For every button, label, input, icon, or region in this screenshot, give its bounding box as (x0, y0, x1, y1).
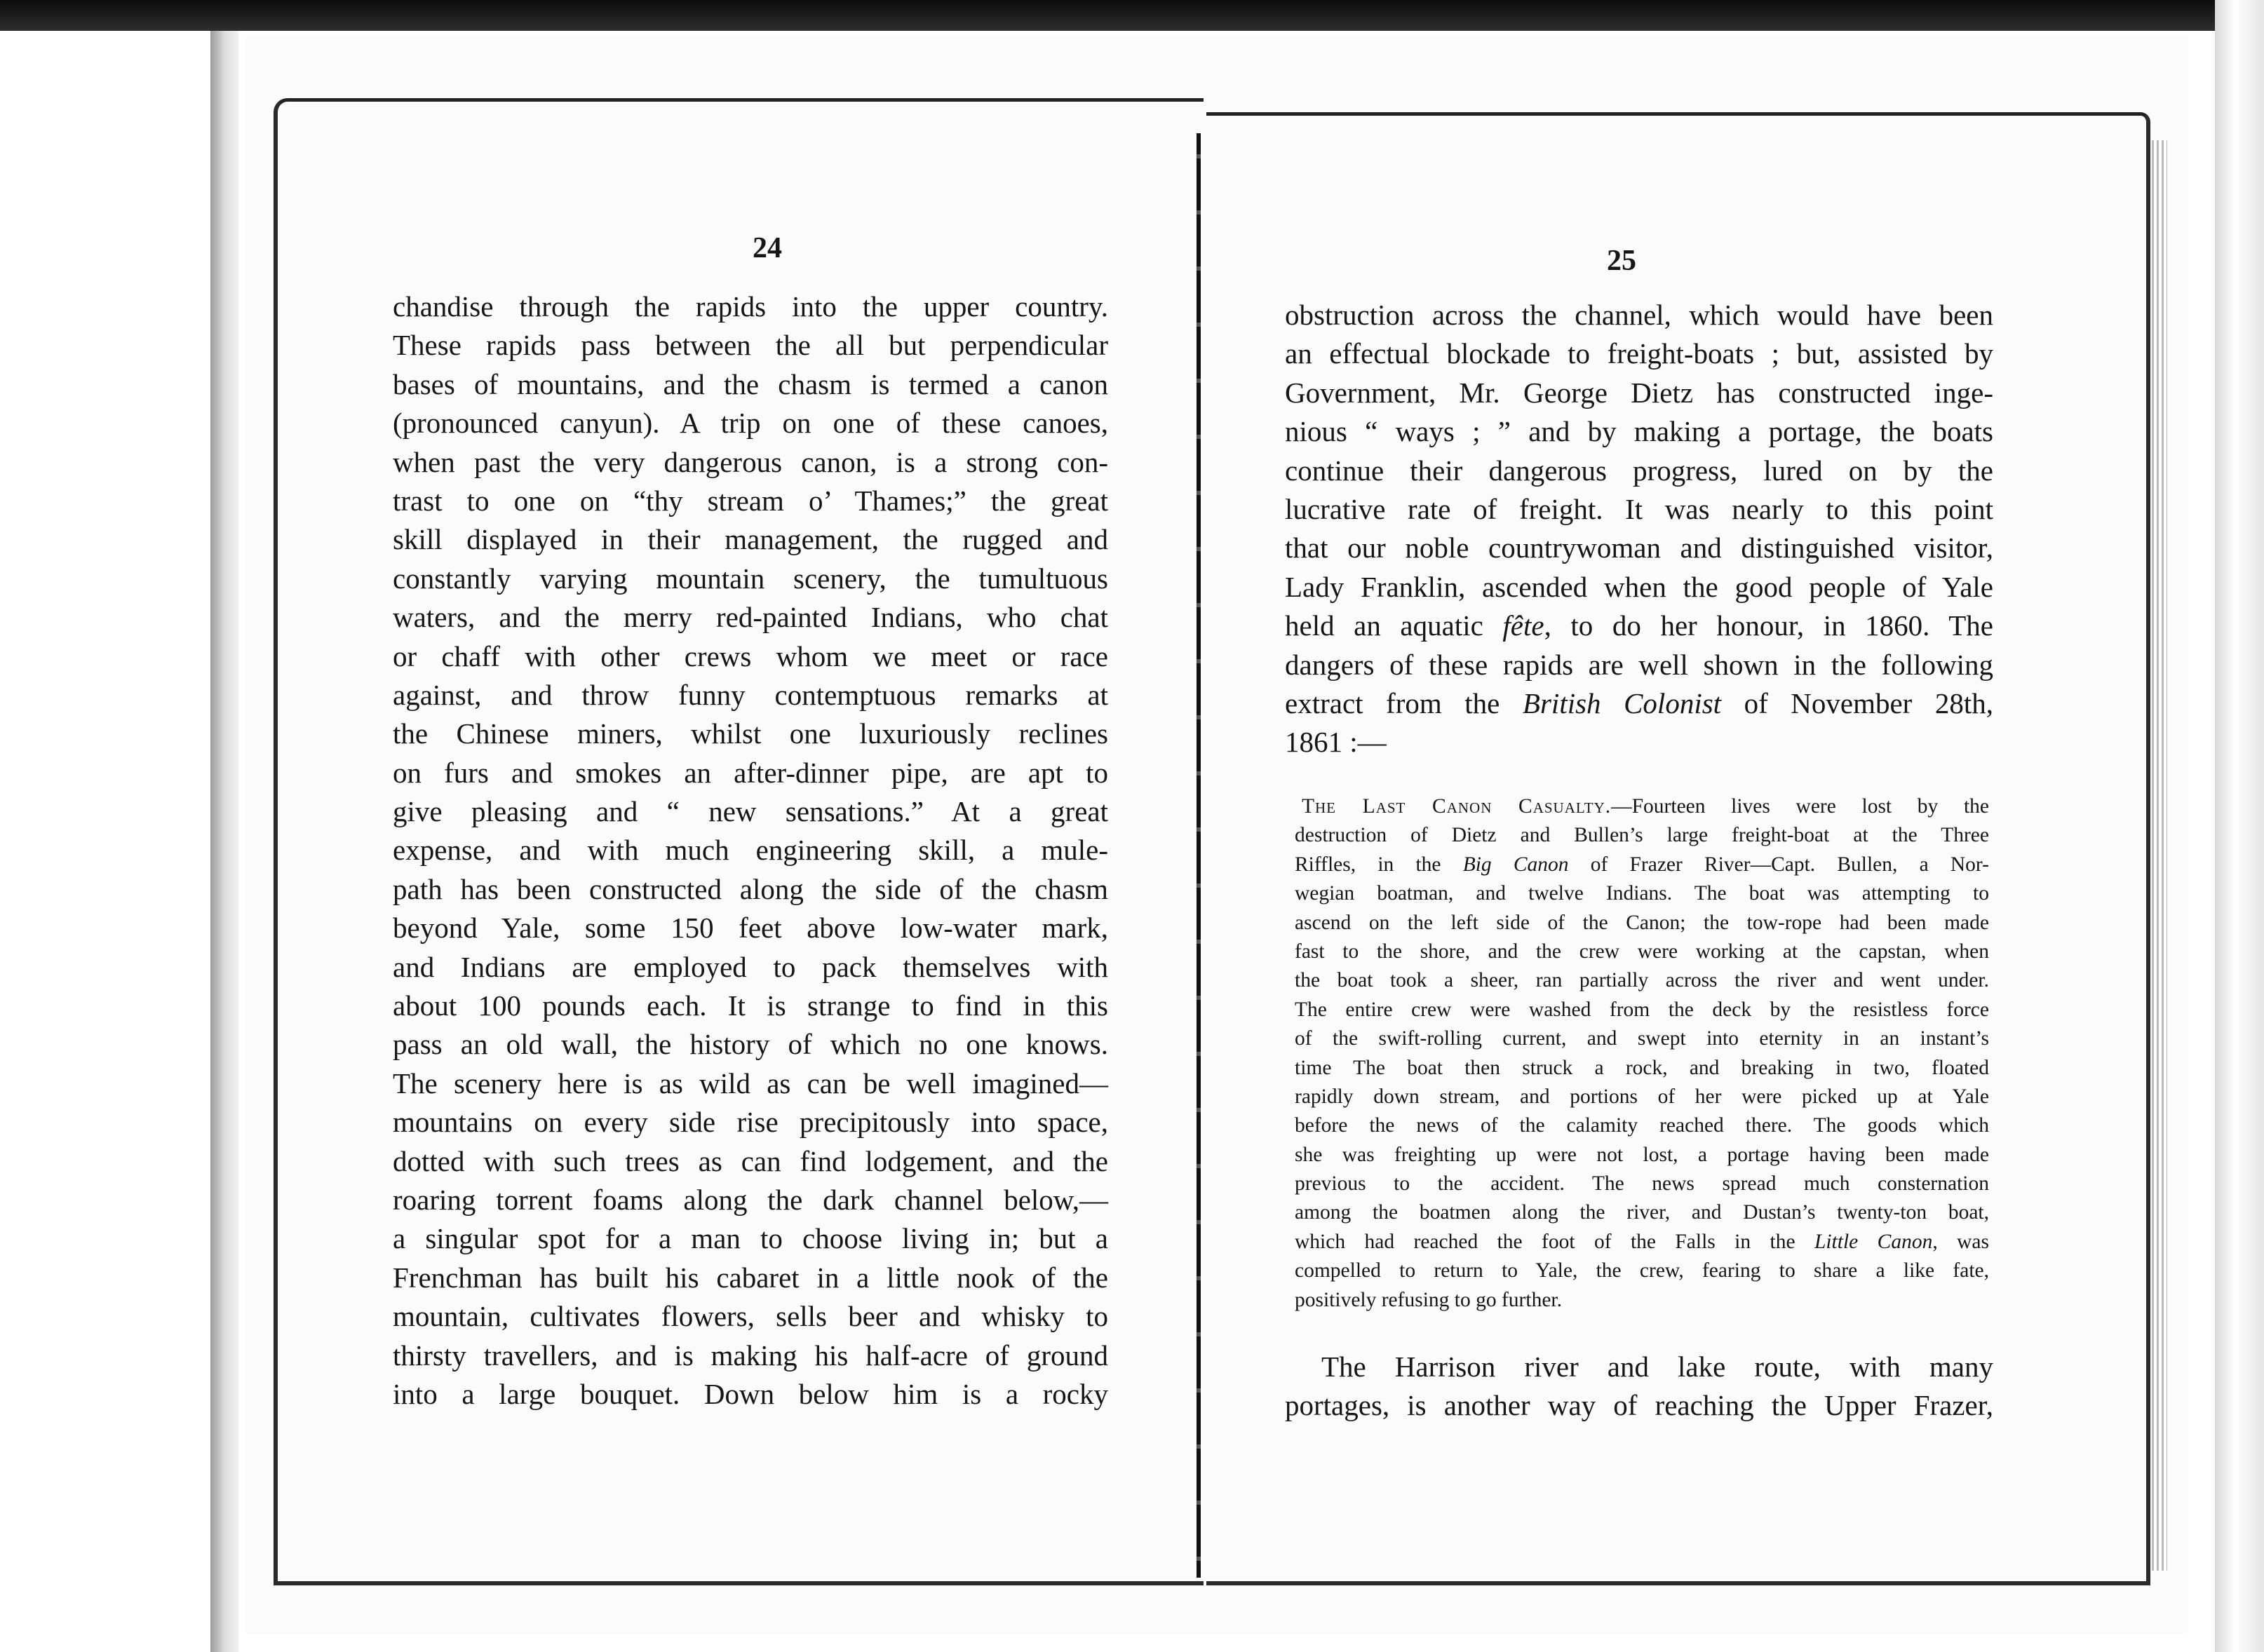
text-line: thirsty travellers, and is making his half-acre of ground (393, 1339, 1108, 1372)
text-line: nious “ ways ; ” and by making a portage, the boats (1285, 415, 1993, 448)
text-line: dotted with such trees as can find lodgement, and the (393, 1144, 1108, 1177)
previous-leaf (0, 31, 220, 1652)
text-line: Frenchman has built his cabaret in a little nook of the (393, 1261, 1108, 1294)
text-line: held an aquatic fête, to do her honour, in 1860. The (1285, 609, 1993, 642)
text-line: path has been constructed along the side of the chasm (393, 872, 1108, 905)
text-line: a singular spot for a man to choose living in; but a (393, 1222, 1108, 1255)
text-line: trast to one on “thy stream o’ Thames;” the great (393, 484, 1108, 517)
extract-heading: The Last Canon Casualty. (1302, 795, 1612, 818)
text-line: beyond Yale, some 150 feet above low-water mark, (393, 912, 1108, 945)
extract-line: before the news of the calamity reached there. The goods which (1295, 1114, 1989, 1137)
extract-line: Riffles, in the Big Canon of Frazer River—Capt. Bullen, a Nor- (1295, 853, 1989, 876)
leaf-shadow (210, 31, 238, 1652)
newspaper-extract (1295, 792, 1989, 1315)
extract-line: among the boatmen along the river, and Dustan’s twenty-ton boat, (1295, 1201, 1989, 1224)
text-line: obstruction across the channel, which would have been (1285, 299, 1993, 331)
extract-line: The Last Canon Casualty.—Fourteen lives were lost by the (1302, 795, 1989, 818)
text-line: pass an old wall, the history of which no one knows. (393, 1028, 1108, 1061)
extract-line: positively refusing to go further. (1295, 1288, 1562, 1311)
text-line: (pronounced canyun). A trip on one of these canoes, (393, 407, 1108, 440)
text-line: These rapids pass between the all but perpendicular (393, 329, 1108, 362)
text-line: give pleasing and “ new sensations.” At a great (393, 795, 1108, 828)
scanner-right-edge (2215, 0, 2264, 1652)
text-line: Lady Franklin, ascended when the good people of Yale (1285, 570, 1993, 603)
text-line: extract from the British Colonist of November 28th, (1285, 686, 1993, 719)
text-line: waters, and the merry red-painted Indians, who chat (393, 601, 1108, 634)
text-line: dangers of these rapids are well shown in the following (1285, 648, 1993, 681)
extract-line: she was freighting up were not lost, a portage having been made (1295, 1143, 1989, 1166)
text-line: that our noble countrywoman and distinguished visitor, (1285, 532, 1993, 564)
page-number-right: 25 (1607, 245, 1636, 277)
text-line: The Harrison river and lake route, with many (1321, 1350, 1993, 1383)
text-line: an effectual blockade to freight-boats ; but, assisted by (1285, 337, 1993, 370)
extract-line: compelled to return to Yale, the crew, fearing to share a like fate, (1295, 1259, 1989, 1282)
text-line: bases of mountains, and the chasm is termed a canon (393, 367, 1108, 400)
text-line: roaring torrent foams along the dark channel below,— (393, 1183, 1108, 1216)
text-line: skill displayed in their management, the rugged and (393, 523, 1108, 556)
left-page-text (393, 287, 1108, 1414)
text-line: constantly varying mountain scenery, the tumultuous (393, 562, 1108, 595)
book-gutter (1197, 133, 1201, 1578)
extract-line: time The boat then struck a rock, and breaking in two, floated (1295, 1056, 1989, 1079)
right-page-text-bottom (1285, 1348, 1993, 1426)
extract-line: which had reached the foot of the Falls in the Little Canon, was (1295, 1230, 1989, 1253)
extract-line: previous to the accident. The news spread much consternation (1295, 1172, 1989, 1196)
text-line: mountain, cultivates flowers, sells beer and whisky to (393, 1300, 1108, 1333)
text-line: mountains on every side rise precipitously into space, (393, 1106, 1108, 1139)
text-line: continue their dangerous progress, lured on by the (1285, 454, 1993, 487)
right-page-text-top (1285, 296, 1993, 762)
text-line: or chaff with other crews whom we meet or race (393, 639, 1108, 672)
text-line: the Chinese miners, whilst one luxuriously reclines (393, 717, 1108, 750)
text-line: when past the very dangerous canon, is a strong con- (393, 445, 1108, 478)
extract-line: wegian boatman, and twelve Indians. The boat was attempting to (1295, 882, 1989, 905)
scanner-top-edge (0, 0, 2264, 31)
text-line: chandise through the rapids into the upper country. (393, 290, 1108, 323)
extract-line: The entire crew were washed from the deck by the resistless force (1295, 998, 1989, 1021)
page-number-left: 24 (753, 232, 782, 264)
text-line: The scenery here is as wild as can be well imagined— (393, 1067, 1108, 1099)
extract-line: the boat took a sheer, ran partially across the river and went under. (1295, 969, 1989, 992)
extract-line: destruction of Dietz and Bullen’s large freight-boat at the Three (1295, 824, 1989, 847)
extract-line: of the swift-rolling current, and swept into eternity in an instant’s (1295, 1027, 1989, 1050)
text-line: lucrative rate of freight. It was nearly to this point (1285, 492, 1993, 525)
extract-line: fast to the shore, and the crew were working at the capstan, when (1295, 940, 1989, 963)
text-line: portages, is another way of reaching the Upper Frazer, (1285, 1389, 1993, 1422)
text-line: against, and throw funny contemptuous remarks at (393, 678, 1108, 711)
text-line: into a large bouquet. Down below him is a rocky (393, 1377, 1108, 1410)
text-line: and Indians are employed to pack themselves with (393, 950, 1108, 983)
text-line: about 100 pounds each. It is strange to find in this (393, 989, 1108, 1022)
extract-line: ascend on the left side of the Canon; the tow-rope had been made (1295, 911, 1989, 934)
text-line: Government, Mr. George Dietz has constructed inge- (1285, 376, 1993, 409)
page-edges (2152, 140, 2167, 1571)
text-line: 1861 :— (1285, 726, 1387, 759)
text-line: on furs and smokes an after-dinner pipe, are apt to (393, 756, 1108, 789)
text-line: expense, and with much engineering skill, a mule- (393, 834, 1108, 867)
extract-line: rapidly down stream, and portions of her were picked up at Yale (1295, 1085, 1989, 1108)
